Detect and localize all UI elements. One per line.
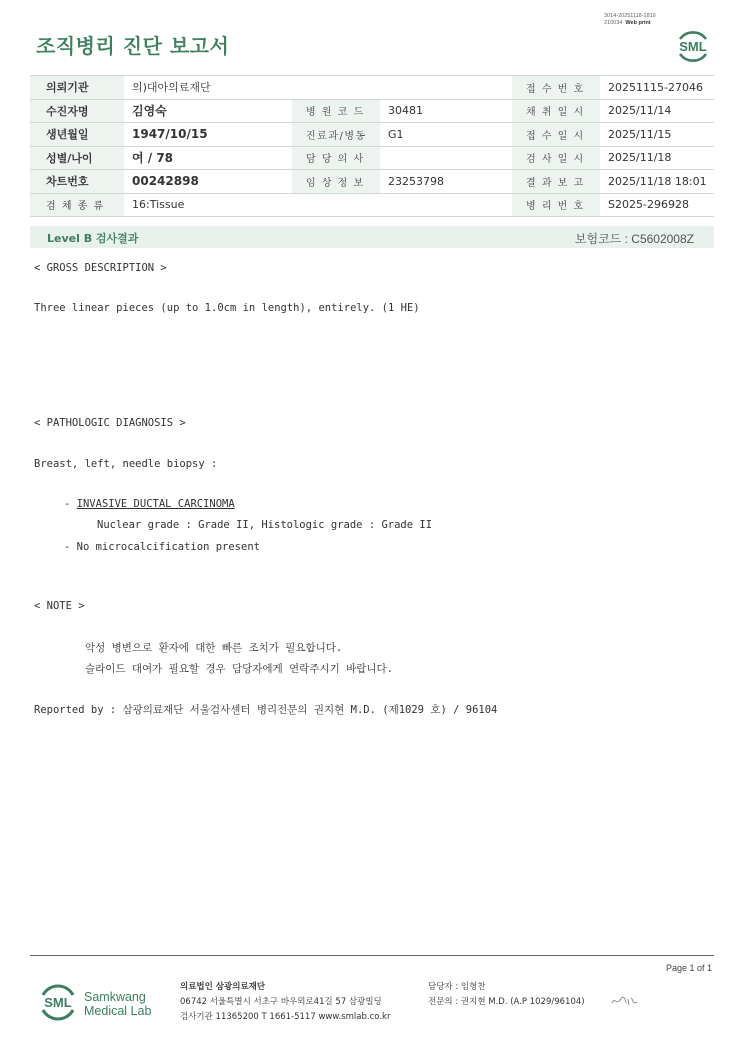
footer-specialist: 전문의 : 권지현 M.D. (A.P 1029/96104) — [428, 997, 585, 1007]
info-value: 2025/11/18 — [600, 146, 714, 170]
diagnosis-main-line — [64, 498, 235, 510]
info-value: 00242898 — [124, 170, 292, 194]
note-line-2: 슬라이드 대여가 필요할 경우 담당자에게 연락주시기 바랍니다. — [85, 663, 393, 675]
info-row — [30, 146, 714, 170]
diagnosis-site: Breast, left, needle biopsy : — [34, 458, 218, 470]
note-header: < NOTE > — [34, 600, 85, 612]
info-value: G1 — [380, 123, 512, 147]
info-value: 1947/10/15 — [124, 123, 292, 147]
info-label: 임 상 정 보 — [292, 170, 380, 194]
print-meta — [604, 13, 656, 27]
info-label: 접 수 일 시 — [512, 123, 600, 147]
gross-text: Three linear pieces (up to 1.0cm in length), entirely. (1 HE) — [34, 302, 420, 314]
footer-brand — [84, 990, 151, 1018]
info-label: 차트번호 — [30, 170, 124, 194]
footer-brand-line-2: Medical Lab — [84, 1004, 152, 1018]
info-row — [30, 99, 714, 123]
info-row — [30, 123, 714, 147]
footer-org-name: 의료법인 삼광의료재단 — [180, 982, 266, 992]
patient-info-table — [30, 75, 714, 217]
sml-logo-icon — [674, 27, 712, 65]
footer-contact: 검사기관 11365200 T 1661-5117 www.smlab.co.kr — [180, 1012, 391, 1022]
diagnosis-grade: Nuclear grade : Grade II, Histologic grade : Grade II — [97, 519, 433, 531]
footer-address: 06742 서울특별시 서초구 바우뫼로41길 57 삼광빌딩 — [180, 997, 382, 1007]
info-value: 2025/11/15 — [600, 123, 714, 147]
info-value: 2025/11/18 18:01 — [600, 170, 714, 194]
svg-text:SML: SML — [44, 995, 72, 1010]
info-value — [380, 146, 512, 170]
info-value: 여 / 78 — [124, 146, 292, 170]
reported-by: Reported by : 삼광의료재단 서울검사센터 병리전문의 권지현 M.D. (제1029 호) / 96104 — [34, 704, 498, 716]
info-label: 수진자명 — [30, 99, 124, 123]
info-value: 2025/11/14 — [600, 99, 714, 123]
sml-footer-logo-icon — [38, 980, 78, 1024]
info-row — [30, 193, 714, 217]
page-title: 조직병리 진단 보고서 — [36, 34, 230, 58]
footer-brand-line-1: Samkwang — [84, 990, 146, 1004]
signature-icon — [610, 994, 640, 1008]
diagnosis-dash: - — [64, 498, 77, 510]
info-label: 병 리 번 호 — [512, 193, 600, 217]
footer-organization — [180, 980, 390, 1025]
info-label: 접 수 번 호 — [512, 76, 600, 100]
info-label: 결 과 보 고 — [512, 170, 600, 194]
diagnosis-second: - No microcalcification present — [64, 541, 260, 553]
info-value: 16:Tissue — [124, 193, 512, 217]
note-line-1: 악성 병변으로 환자에 대한 빠른 조치가 필요합니다. — [85, 642, 343, 654]
info-value: 30481 — [380, 99, 512, 123]
print-meta-id: 3014-20251118-1816 — [604, 13, 656, 19]
info-row — [30, 170, 714, 194]
insurance-code: 보험코드 : C5602008Z — [574, 232, 694, 246]
info-label: 의뢰기관 — [30, 76, 124, 100]
footer-divider — [30, 955, 714, 956]
level-label: Level B 검사결과 — [47, 232, 139, 245]
gross-header: < GROSS DESCRIPTION > — [34, 262, 167, 274]
info-value: 김영숙 — [124, 99, 292, 123]
diagnosis-header: < PATHOLOGIC DIAGNOSIS > — [34, 417, 186, 429]
level-result-bar — [30, 226, 714, 248]
print-meta-code: 210034 — [604, 20, 623, 26]
info-value: 23253798 — [380, 170, 512, 194]
info-label: 검 사 일 시 — [512, 146, 600, 170]
info-row — [30, 76, 714, 100]
info-label: 검 체 종 류 — [30, 193, 124, 217]
info-value: S2025-296928 — [600, 193, 714, 217]
info-label: 생년월일 — [30, 123, 124, 147]
footer-manager: 담당자 : 임형찬 — [428, 982, 486, 992]
info-label: 성별/나이 — [30, 146, 124, 170]
svg-text:SML: SML — [679, 39, 707, 54]
page-number: Page 1 of 1 — [665, 963, 712, 973]
footer-staff — [428, 980, 585, 1010]
diagnosis-main: INVASIVE DUCTAL CARCINOMA — [76, 498, 235, 510]
info-label: 병 원 코 드 — [292, 99, 380, 123]
print-meta-label: Web print — [625, 20, 651, 26]
info-label: 채 취 일 시 — [512, 99, 600, 123]
info-label: 진료과/병동 — [292, 123, 380, 147]
info-value: 의)대아의료재단 — [124, 76, 512, 100]
info-value: 20251115-27046 — [600, 76, 714, 100]
info-label: 담 당 의 사 — [292, 146, 380, 170]
